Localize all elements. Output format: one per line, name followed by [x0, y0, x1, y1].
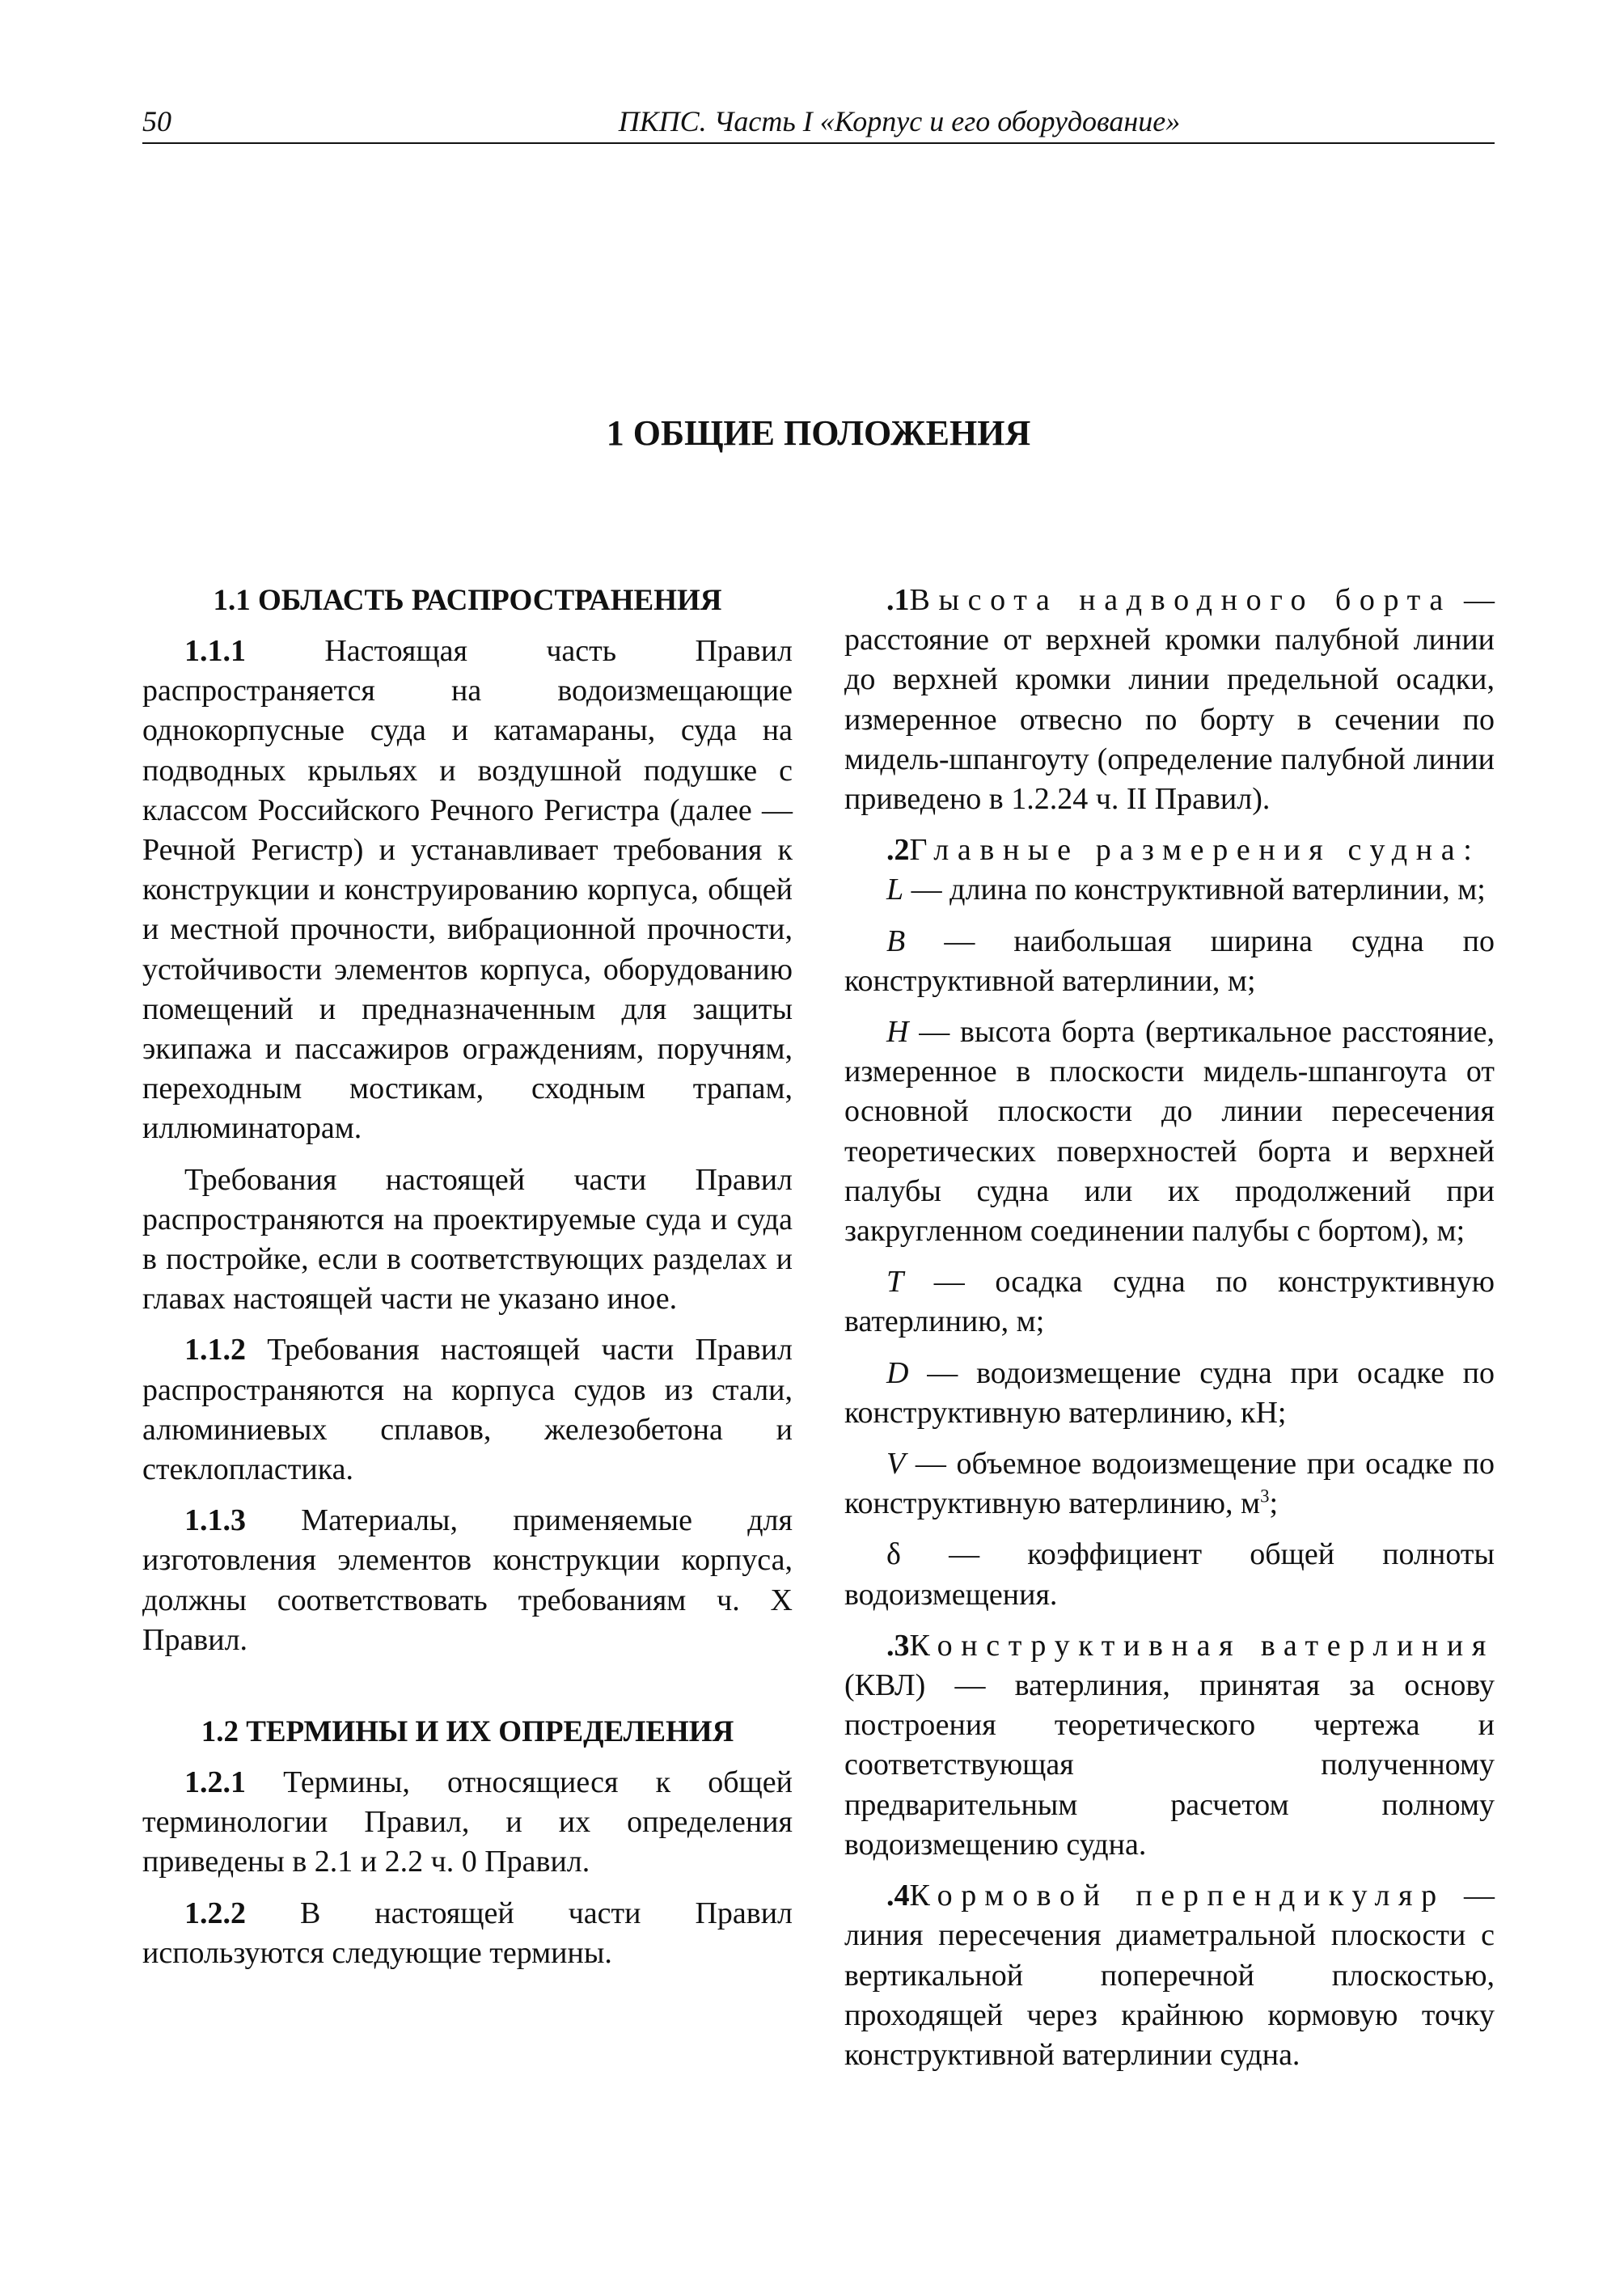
paragraph-text: Настоящая часть Правил распространяется на водоизмещающие однокорпусные суда и катамараны, суда на подводных крыльях и воздушной подушке с классом Российского Речного Регистра (далее — Речной Регистр) и устанавливает требования к конструкции и конструированию корпуса, общей и местной прочности, вибрационной прочности, устойчивости элементов корпуса, оборудованию помещений и предназначенным для защиты экипажа и пассажиров ограждениям, поручням, переходным мостикам, сходным трапам, иллюминаторам. [142, 634, 793, 1146]
page-number: 50 [142, 105, 171, 137]
punctuation: ; [1269, 1486, 1279, 1521]
dimension-T [844, 1262, 1495, 1342]
running-header [142, 104, 1495, 144]
symbol: δ [886, 1537, 901, 1572]
term-name: Конструктивная ватерлиния [909, 1628, 1495, 1663]
clause-number: 1.1.2 [184, 1333, 246, 1367]
paragraph-1-1-3 [142, 1501, 793, 1660]
definition: — наибольшая ширина судна по конструктивной ватерлинии, м; [844, 924, 1495, 998]
paragraph-text: Термины, относящиеся к общей терминологии Правил, и их определения приведены в 2.1 и 2.2 ч. 0 Правил. [142, 1765, 793, 1879]
paragraph-text: В настоящей части Правил используются следующие термины. [142, 1896, 793, 1970]
section-title-1-2: 1.2 ТЕРМИНЫ И ИХ ОПРЕДЕЛЕНИЯ [201, 1715, 734, 1749]
definition: — водоизмещение судна при осадке по конструктивную ватерлинию, кН; [844, 1355, 1495, 1430]
term-name: Высота надводного борта [909, 583, 1452, 617]
definition: — объемное водоизмещение при осадке по конструктивную ватерлинию, м [844, 1447, 1495, 1521]
symbol: V [886, 1447, 906, 1482]
term-definition: — расстояние от верхней кромки палубной линии до верхней кромки линии предельной осадки, измеренное отвесно по борту в сечении по мидель-шпангоуту (определение палубной линии приведено в 1.2.24 ч. II Правил). [844, 583, 1495, 817]
dimension-V [844, 1444, 1495, 1524]
symbol: T [886, 1265, 904, 1300]
term-number: .2 [886, 833, 910, 868]
left-column [142, 581, 793, 1973]
dimension-delta [844, 1535, 1495, 1614]
paragraph-1-2-1 [142, 1763, 793, 1883]
paragraph-1-1-1 [142, 632, 793, 1149]
definition: — длина по конструктивной ватерлинии, м; [911, 873, 1486, 907]
header-title: ПКПС. Часть I «Корпус и его оборудование» [618, 105, 1181, 137]
symbol: D [886, 1355, 909, 1390]
term-name: Главные размерения судна: [909, 833, 1481, 868]
term-definition: — линия пересечения диаметральной плоскости с вертикальной поперечной плоскостью, проходящей через крайнюю кормовую точку конструктивной ватерлинии судна. [844, 1879, 1495, 2072]
right-column [844, 581, 1495, 2075]
superscript: 3 [1260, 1486, 1270, 1507]
dimension-H [844, 1012, 1495, 1251]
paragraph-1-2-2 [142, 1894, 793, 1973]
paragraph-1-1-2 [142, 1330, 793, 1490]
chapter-title: 1 ОБЩИЕ ПОЛОЖЕНИЯ [606, 413, 1031, 453]
symbol: H [886, 1015, 909, 1050]
term-number: .3 [886, 1628, 910, 1663]
clause-number: 1.1.3 [184, 1503, 246, 1538]
term-definition: (КВЛ) — ватерлиния, принятая за основу построения теоретического чертежа и соответствующая полученному предварительным расчетом полному водоизмещению судна. [844, 1668, 1495, 1862]
dimension-L [844, 870, 1495, 910]
dimension-B [844, 922, 1495, 1001]
term-1 [844, 581, 1495, 819]
definition: — коэффициент общей полноты водоизмещения. [844, 1537, 1495, 1612]
clause-number: 1.2.2 [184, 1896, 246, 1930]
paragraph-text: Материалы, применяемые для изготовления элементов конструкции корпуса, должны соответствовать требованиям ч. X Правил. [142, 1503, 793, 1657]
term-3 [844, 1626, 1495, 1865]
clause-number: 1.2.1 [184, 1765, 246, 1800]
dimension-D [844, 1354, 1495, 1433]
definition: — высота борта (вертикальное расстояние, измеренное в плоскости мидель-шпангоута от основной плоскости до линии пересечения теоретических поверхностей борта и верхней палубы судна или их продолжений при закругленном соединении палубы с бортом), м; [844, 1015, 1495, 1249]
clause-number: 1.1.1 [184, 634, 246, 668]
term-number: .1 [886, 583, 910, 617]
term-2 [844, 831, 1495, 870]
symbol: B [886, 924, 906, 958]
term-number: .4 [886, 1879, 910, 1913]
symbol: L [886, 873, 904, 907]
term-4 [844, 1876, 1495, 2075]
paragraph-text: Требования настоящей части Правил распространяются на корпуса судов из стали, алюминиевых сплавов, железобетона и стеклопластика. [142, 1333, 793, 1487]
term-name: Кормовой перпендикуляр [909, 1879, 1445, 1913]
definition: — осадка судна по конструктивную ватерлинию, м; [844, 1265, 1495, 1339]
paragraph-1-1-1-continued: Требования настоящей части Правил распространяются на проектируемые суда и суда в постройке, если в соответствующих разделах и главах настоящей части не указано иное. [142, 1162, 793, 1317]
section-title-1-1: 1.1 ОБЛАСТЬ РАСПРОСТРАНЕНИЯ [213, 584, 722, 617]
